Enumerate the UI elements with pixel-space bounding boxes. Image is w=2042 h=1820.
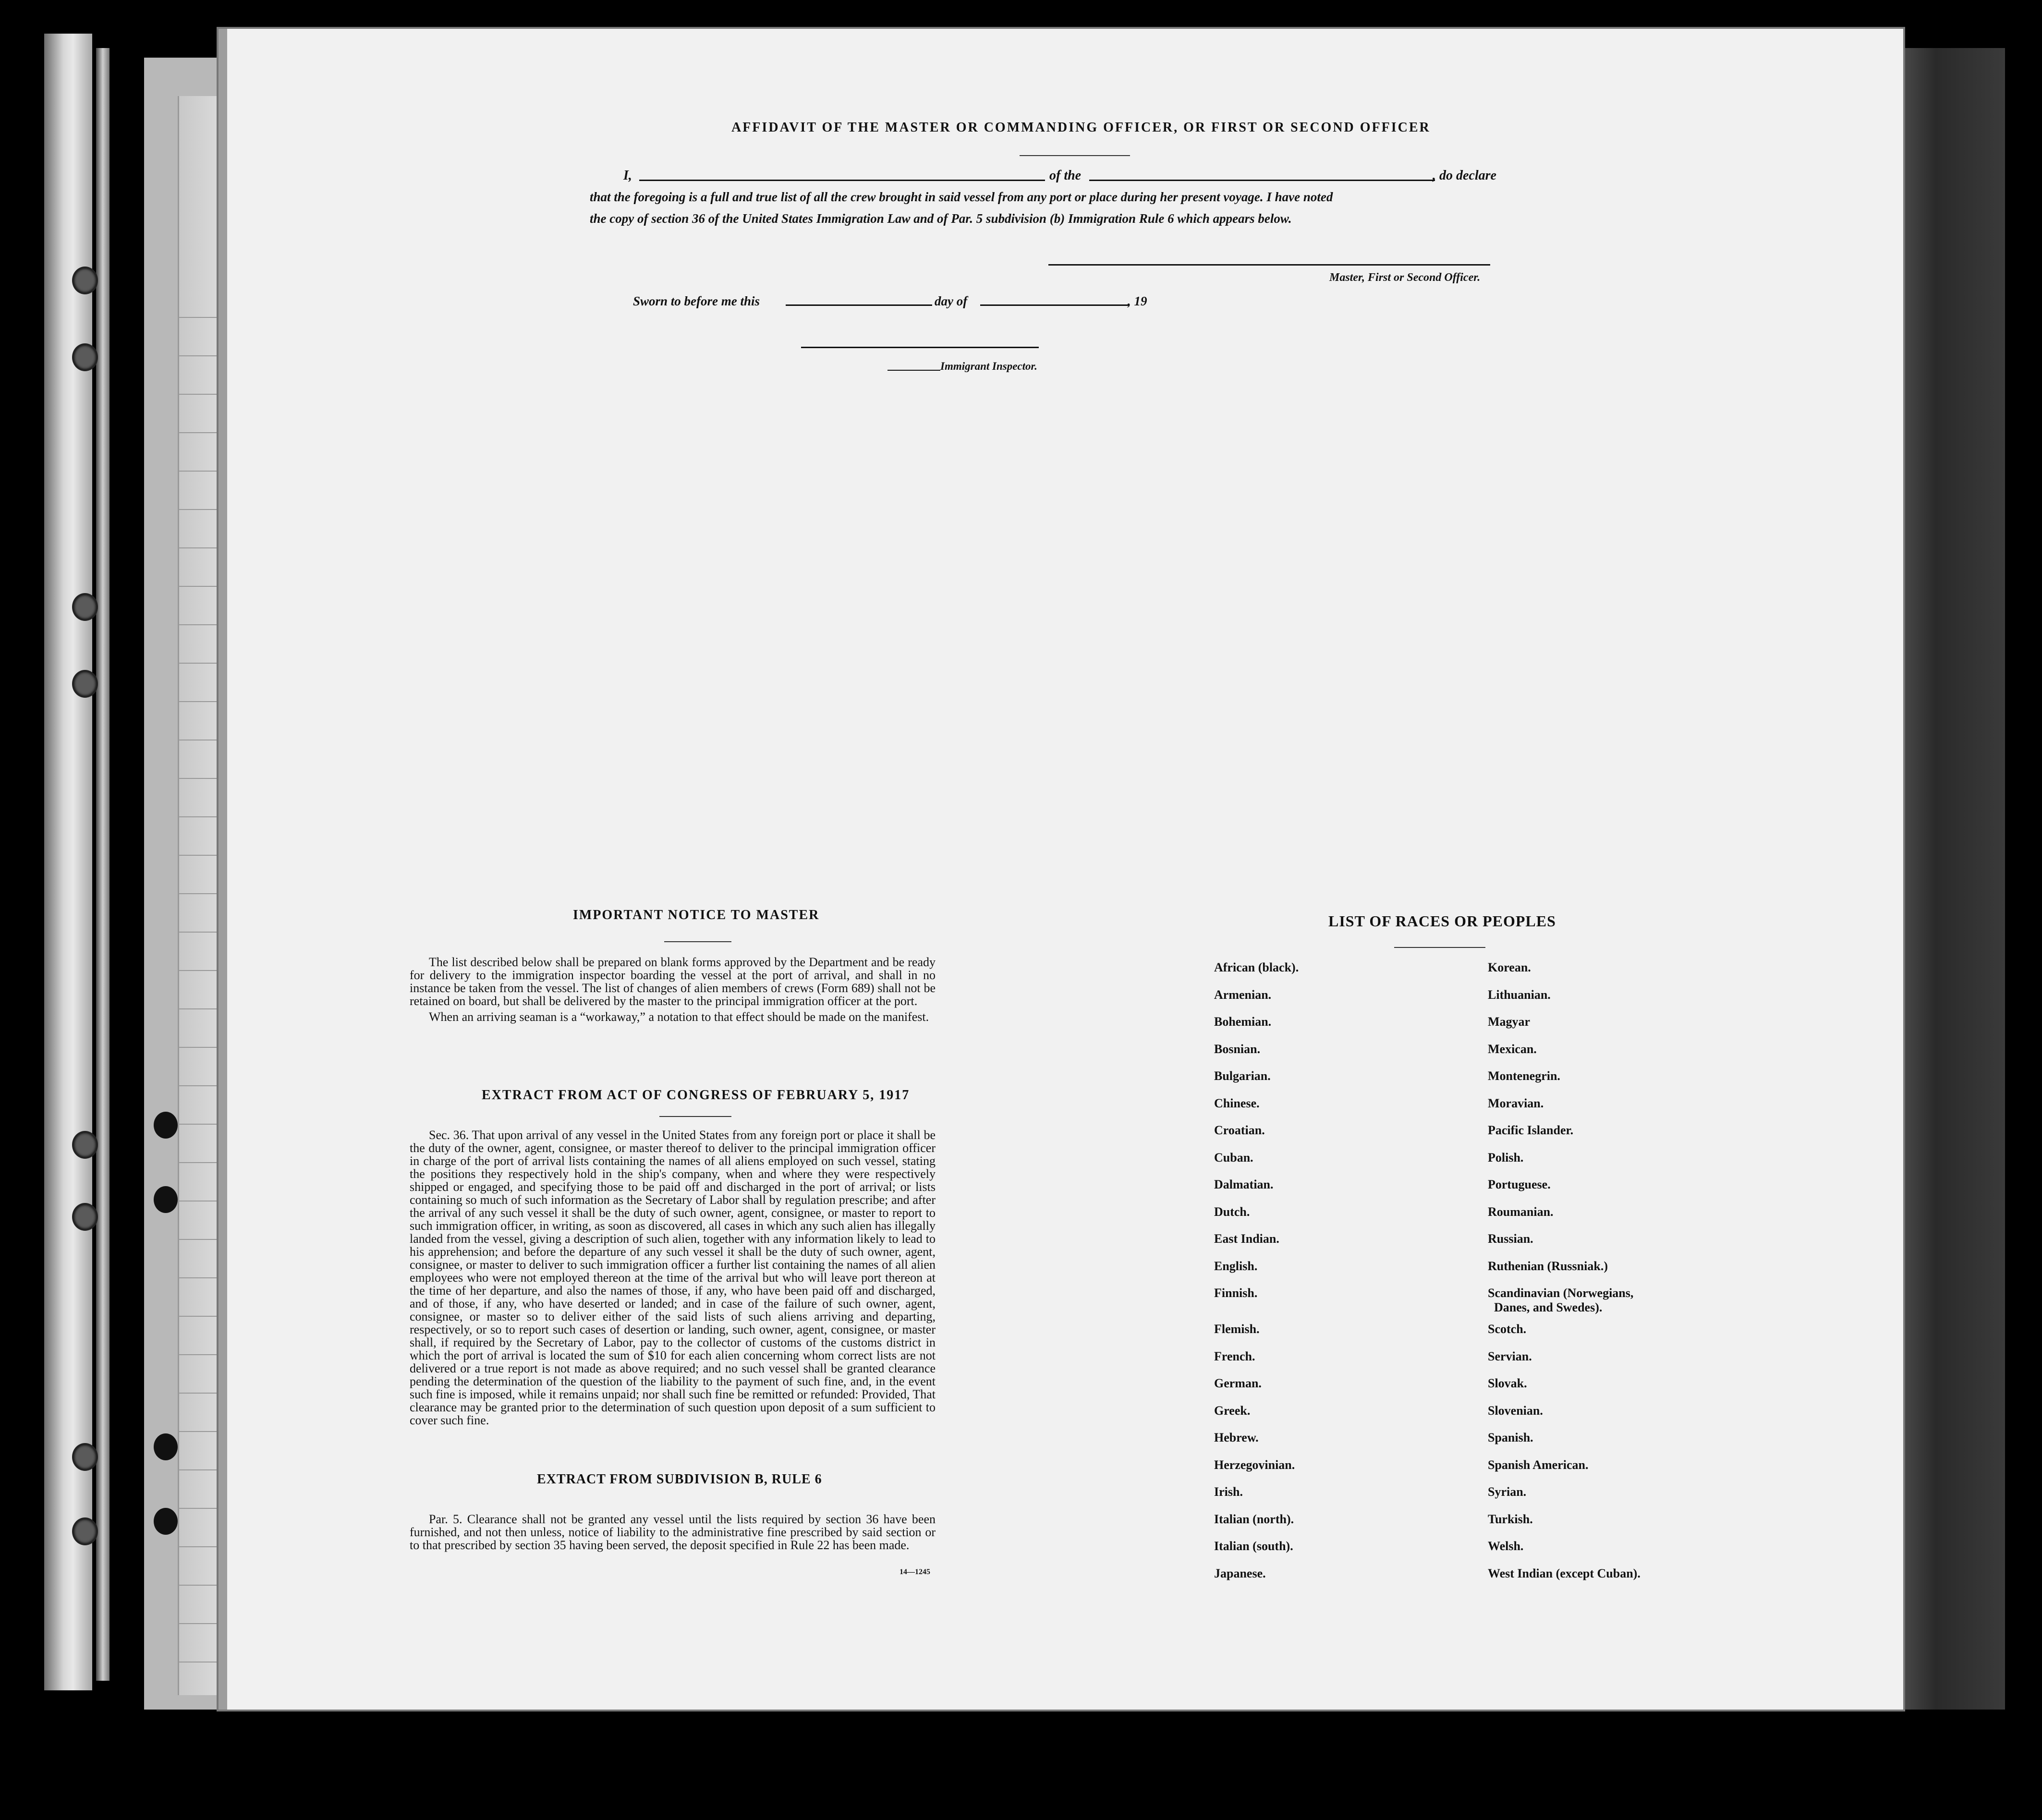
race-item: Armenian. — [1214, 987, 1272, 1002]
notice-para2: When an arriving seaman is a “workaway,” a notation to that effect should be made on the manifest. — [429, 1010, 929, 1024]
divider — [1394, 947, 1485, 948]
race-item: Italian (north). — [1214, 1512, 1294, 1526]
divider — [1020, 155, 1130, 156]
race-item: Finnish. — [1214, 1286, 1258, 1300]
affidavit-title: AFFIDAVIT OF THE MASTER OR COMMANDING OFFICER, OR FIRST OR SECOND OFFICER — [731, 120, 1431, 135]
extract-rule-body: Par. 5. Clearance shall not be granted any vessel until the lists required by section 36 have been furnished, and not then unless, notice of liability to the administrative fine prescribed by said section or to that prescribed by section 35 having been served, the deposit specified in Rule 22 has been made. — [410, 1512, 936, 1552]
inspector-label: Immigrant Inspector. — [940, 360, 1037, 372]
divider — [659, 1116, 731, 1117]
affidavit-i: I, — [623, 168, 632, 183]
binder-spine — [96, 48, 109, 1681]
race-item: Irish. — [1214, 1485, 1243, 1499]
race-item: Pacific Islander. — [1488, 1123, 1574, 1137]
day-of: day of — [935, 294, 968, 308]
year-prefix: , 19 — [1128, 294, 1147, 308]
binder-hole — [72, 343, 98, 371]
binder-hole — [72, 1517, 98, 1545]
race-item: Scotch. — [1488, 1322, 1527, 1336]
race-item: Croatian. — [1214, 1123, 1265, 1137]
race-item: Cuban. — [1214, 1150, 1253, 1165]
race-item: Syrian. — [1488, 1485, 1527, 1499]
extract-act-title: EXTRACT FROM ACT OF CONGRESS OF FEBRUARY 5, 1917 — [482, 1088, 910, 1103]
punch-hole — [154, 1112, 178, 1139]
divider — [664, 941, 731, 942]
affidavit-do-declare: , do declare — [1433, 168, 1496, 183]
race-item: Polish. — [1488, 1150, 1524, 1165]
inspector-signature-blank[interactable] — [801, 347, 1039, 348]
month-blank[interactable] — [980, 304, 1129, 306]
race-item: Turkish. — [1488, 1512, 1533, 1526]
manifest-page — [219, 29, 1903, 1710]
race-item: Servian. — [1488, 1349, 1532, 1363]
extract-rule-title: EXTRACT FROM SUBDIVISION B, RULE 6 — [537, 1472, 822, 1487]
race-item: Ruthenian (Russniak.) — [1488, 1259, 1608, 1273]
race-item: Scandinavian (Norwegians, Danes, and Swedes). — [1488, 1286, 1634, 1314]
race-item: Slovak. — [1488, 1376, 1527, 1390]
race-item: Lithuanian. — [1488, 987, 1551, 1002]
race-item: Montenegrin. — [1488, 1069, 1560, 1083]
vessel-blank[interactable] — [1089, 180, 1435, 181]
master-signature-label: Master, First or Second Officer. — [1329, 271, 1481, 284]
punch-hole — [154, 1186, 178, 1213]
binder-hole — [72, 593, 98, 621]
inspector-lead-line — [887, 370, 940, 371]
binder-hole — [72, 1203, 98, 1231]
race-item: Italian (south). — [1214, 1539, 1293, 1553]
race-item: Chinese. — [1214, 1096, 1260, 1110]
race-item: Herzegovinian. — [1214, 1457, 1295, 1472]
race-item: German. — [1214, 1376, 1262, 1390]
race-item: Flemish. — [1214, 1322, 1260, 1336]
races-title: LIST OF RACES OR PEOPLES — [1328, 912, 1556, 930]
race-item: Spanish American. — [1488, 1457, 1589, 1472]
binder-hole — [72, 267, 98, 294]
race-item: Korean. — [1488, 960, 1531, 974]
race-item: Japanese. — [1214, 1566, 1266, 1580]
race-item: Russian. — [1488, 1232, 1533, 1246]
sworn-before: Sworn to before me this — [633, 294, 760, 308]
binder-hole — [72, 1443, 98, 1471]
binder-hole — [72, 670, 98, 698]
race-item: Mexican. — [1488, 1042, 1537, 1056]
affidavit-line3: the copy of section 36 of the United States Immigration Law and of Par. 5 subdivision (b) Immigration Rule 6 which appears below. — [590, 211, 1292, 226]
race-item: Spanish. — [1488, 1431, 1533, 1444]
race-item: Bosnian. — [1214, 1042, 1261, 1056]
extract-act-body: Sec. 36. That upon arrival of any vessel in the United States from any foreign port or place it shall be the duty of the owner, agent, consignee, or master thereof to deliver to the principal immigration officer in charge of the port of arrival lists containing the names of all aliens employed on such vessel, stating the positions they respectively hold in the ship's company, when and where they were respectively shipped or engaged, and specifying those to be paid off and discharged in the port of arrival; or lists containing so much of such information as the Secretary of Labor shall by regulation prescribe; and after the arrival of any such vessel it shall be the duty of such owner, agent, consignee, or master to report to such immigration officer, in writing, as soon as discovered, all cases in which any such alien has illegally landed from the vessel, giving a description of such alien, together with any information likely to lead to his apprehension; and before the departure of any such vessel it shall be the duty of such owner, agent, consignee, or master to deliver to such immigration officer a further list containing the names of all alien employees who were not employed thereon at the time of the arrival but who will leave port thereon at the time of her departure, and also the names of those, if any, who have been paid off and discharged, and of those, if any, who have deserted or landed; and in case of the failure of such owner, agent, consignee, or master so to deliver either of the said lists of such aliens arriving and departing, respectively, or so to report such cases of desertion or landing, such owner, agent, consignee, or master shall, if required by the Secretary of Labor, pay to the collector of customs of the customs district in which the port of arrival is located the sum of $10 for each alien concerning whom correct lists are not delivered or a true report is not made as above required; and no such vessel shall be granted clearance pending the determination of the question of the liability to the payment of such fine, and, in the event such fine is imposed, while it remains unpaid; nor shall such fine be remitted or refunded: Provided, That clearance may be granted prior to the determination of such question upon deposit of a sum sufficient to cover such fine. — [410, 1128, 936, 1427]
punch-hole — [154, 1433, 178, 1460]
affidavit-of-the: of the — [1049, 168, 1082, 183]
race-item: Slovenian. — [1488, 1403, 1543, 1418]
race-item: French. — [1214, 1349, 1255, 1363]
race-item: Hebrew. — [1214, 1431, 1259, 1444]
binder-hole — [72, 1131, 98, 1159]
race-item: Portuguese. — [1488, 1177, 1551, 1191]
affidavit-line2: that the foregoing is a full and true list of all the crew brought in said vessel from any port or place during her present voyage. I have noted — [590, 190, 1333, 204]
race-item: Greek. — [1214, 1403, 1251, 1418]
master-signature-blank[interactable] — [1048, 264, 1490, 266]
race-item: Roumanian. — [1488, 1204, 1554, 1219]
race-item: Dutch. — [1214, 1204, 1250, 1219]
race-item: African (black). — [1214, 960, 1299, 974]
race-item: Dalmatian. — [1214, 1177, 1274, 1191]
race-item: East Indian. — [1214, 1232, 1279, 1246]
extract-act-text — [410, 1128, 936, 1427]
punch-hole — [154, 1508, 178, 1535]
race-item: West Indian (except Cuban). — [1488, 1566, 1641, 1580]
race-item: Magyar — [1488, 1015, 1531, 1029]
name-blank[interactable] — [639, 180, 1045, 181]
notice-para1: The list described below shall be prepared on blank forms approved by the Department and be ready for delivery to the immigration inspector boarding the vessel at the port of arrival, and shall in no instance be taken from the vessel. The list of changes of alien members of crews (Form 689) shall not be retained on board, but shall be delivered by the master to the principal immigration officer at the port. — [410, 955, 936, 1008]
race-item: Welsh. — [1488, 1539, 1524, 1553]
race-item: Bohemian. — [1214, 1015, 1272, 1029]
binder-right-edge — [1890, 48, 2005, 1710]
notice-title: IMPORTANT NOTICE TO MASTER — [573, 908, 820, 922]
race-item: Bulgarian. — [1214, 1069, 1271, 1083]
day-blank[interactable] — [786, 304, 932, 306]
race-item: Moravian. — [1488, 1096, 1544, 1110]
notice-text — [410, 956, 936, 1023]
race-item: English. — [1214, 1259, 1258, 1273]
extract-rule-text — [410, 1513, 936, 1552]
form-number: 14—1245 — [899, 1568, 930, 1576]
